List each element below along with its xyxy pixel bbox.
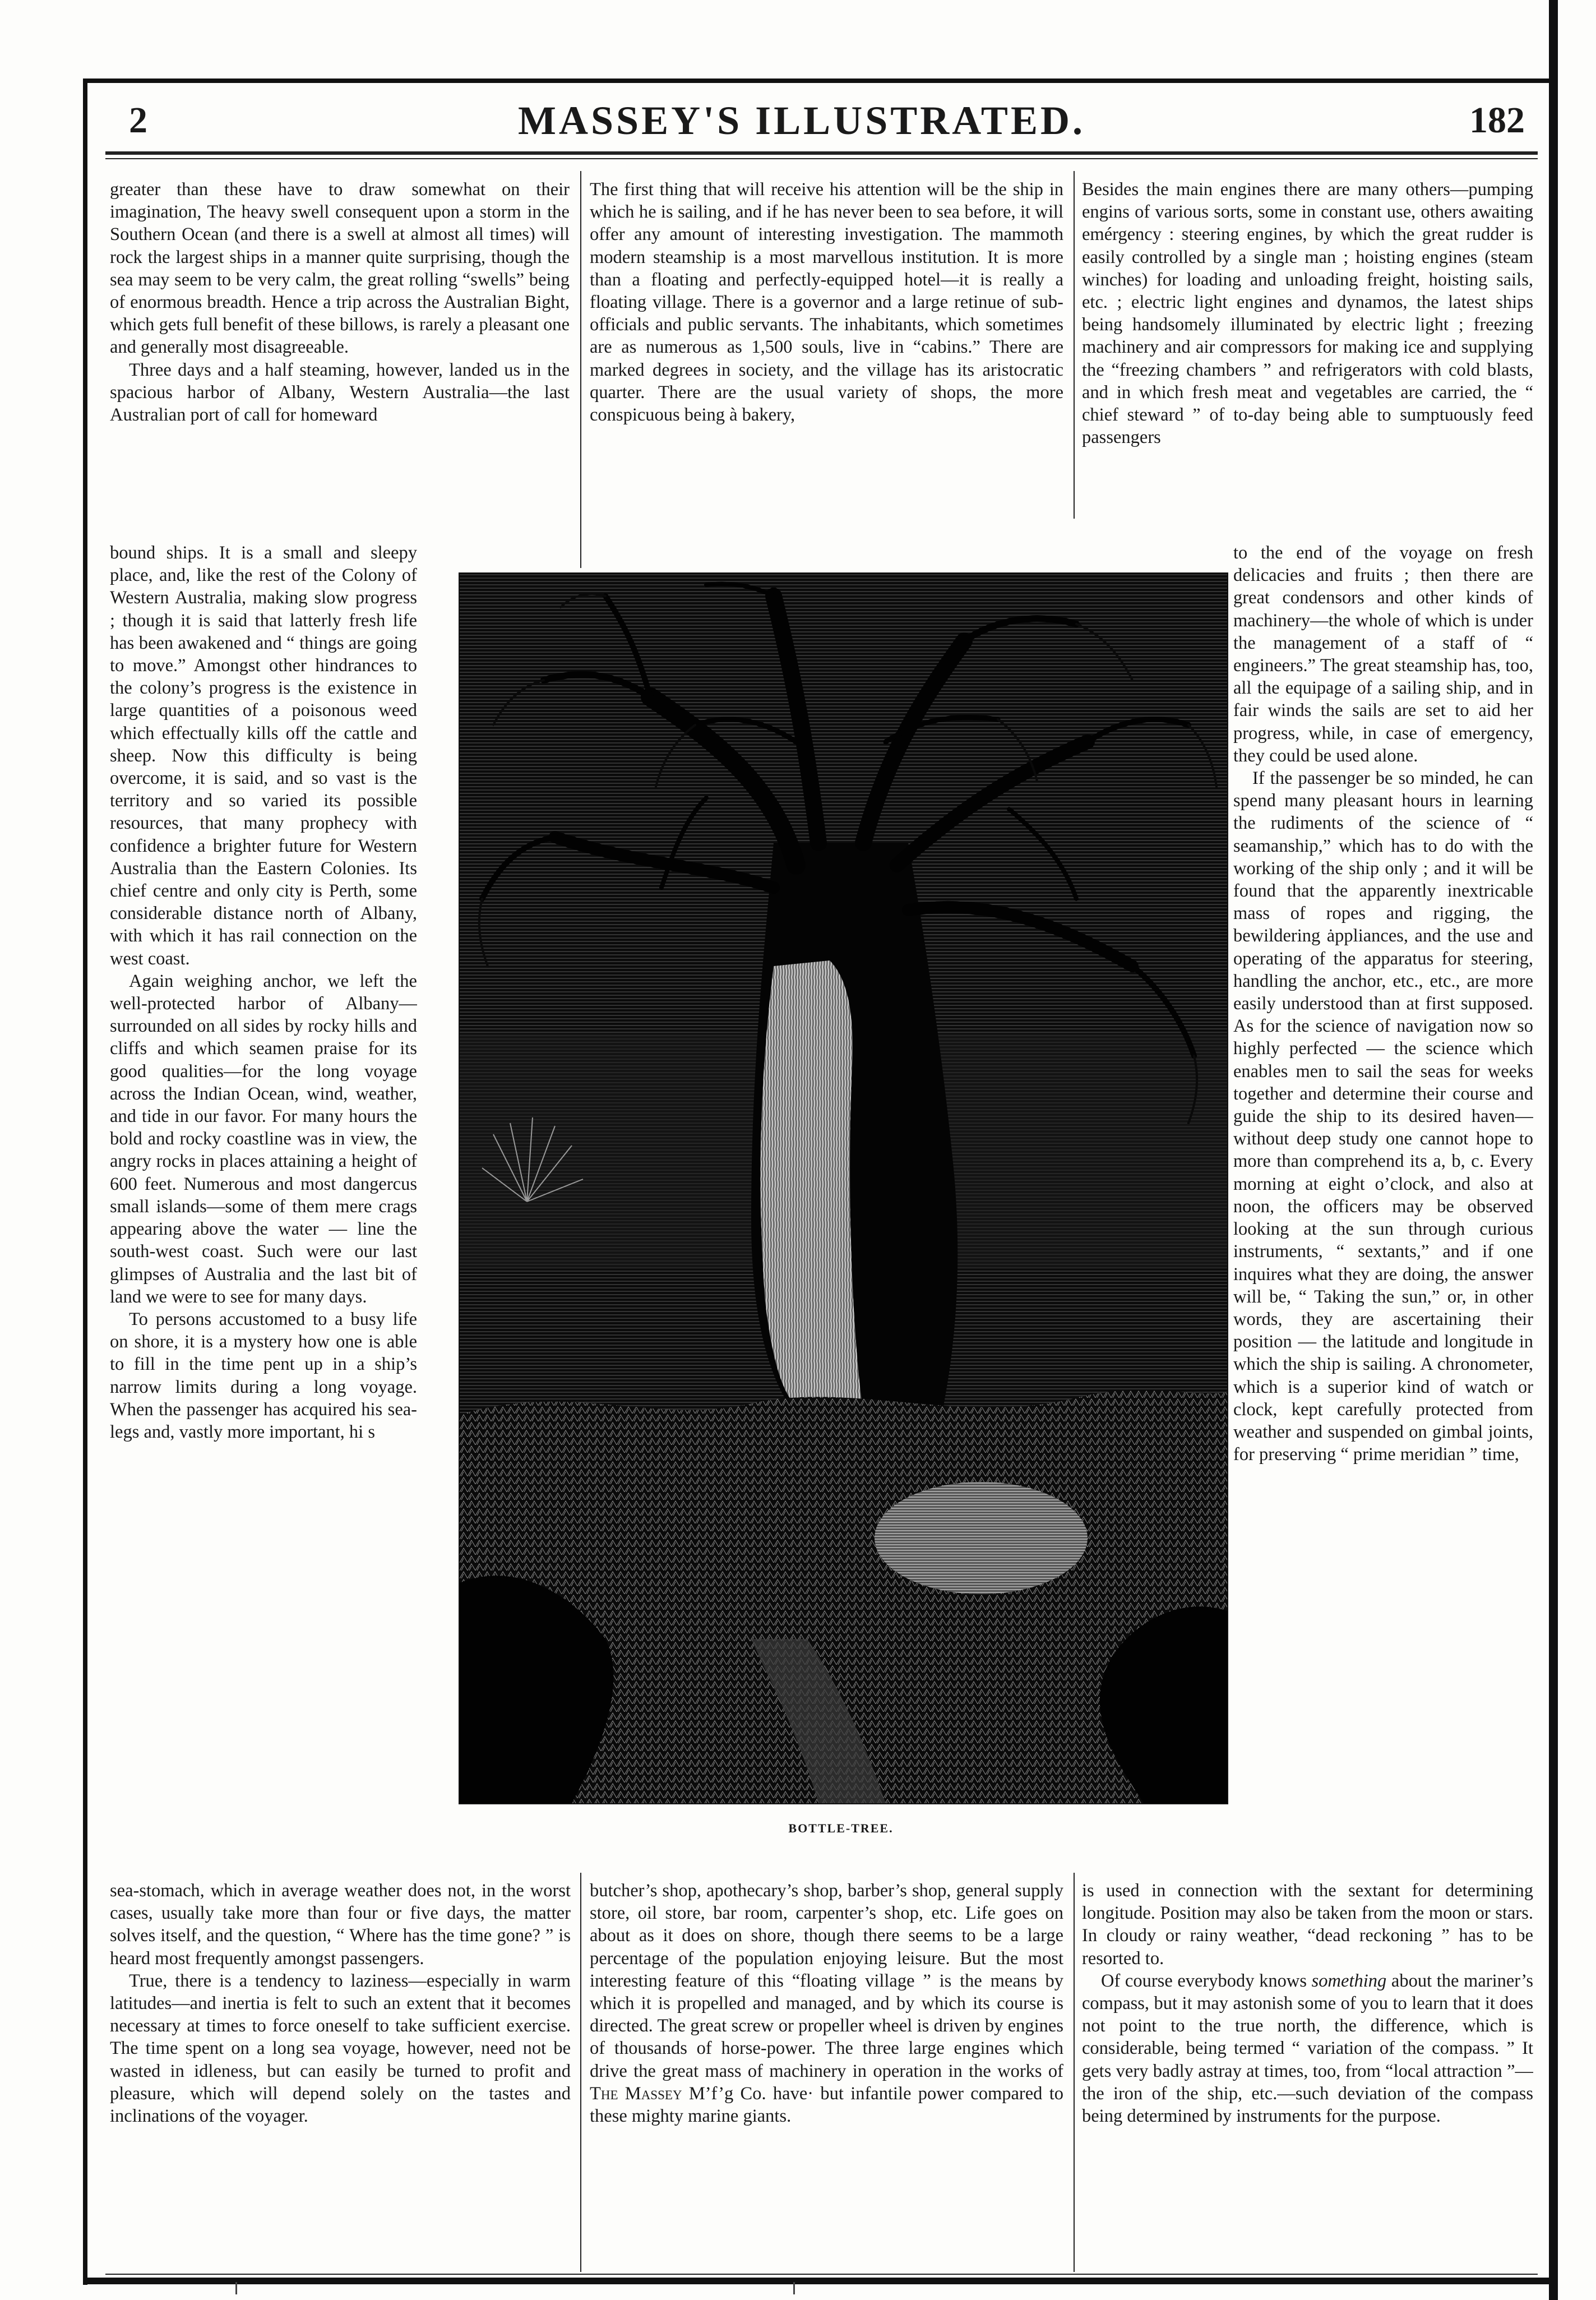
- paragraph: [590, 1879, 1063, 2127]
- column-3-narrow: [1233, 542, 1533, 1879]
- page-border-right: [1549, 0, 1558, 2300]
- header-rule-thick: [105, 151, 1538, 155]
- column-1-narrow: [110, 542, 417, 1879]
- paragraph: To persons accustomed to a busy life on shore, it is a mystery how one is able to fill in the time pent up in a ship’s narrow limits during a long voyage. When the passenger has acquired his sea-legs and, vastly more important, hi s: [110, 1309, 417, 1442]
- figure-caption: BOTTLE-TREE.: [788, 1821, 894, 1835]
- paragraph: Besides the main engines there are many others—pumping engins of various sorts, some in constant use, others awaiting emérgency : steering engines, by which the great rudder is easily controlled by a single man ; hoisting engines (steam winches) for loading and unloading freight, hoisting sails, etc. ; electric light engines and dynamos, the latest ships being handsomely illuminated by electric light ; freezing machinery and air compressors for making ice and supplying the “freezing chambers ” and refrigerators with cold blasts, and in which fresh meat and vegetables are carried, the “ chief steward ” of to-day being able to sumptuously feed passengers: [1082, 179, 1533, 448]
- paragraph: bound ships. It is a small and sleepy place, and, like the rest of the Colony of Western Australia, making slow progress ; though it is said that latterly fresh life has been awakened and “ things are going to move.” Amongst other hindrances to the colony’s progress is the existence in large quantities of a poisonous weed which effectually kills off the cattle and sheep. Now this difficulty is being overcome, it is said, and so vast is the territory and so varied its possible resources, that many prophecy with confidence a brighter future for Western Australia than the Eastern Colonies. Its chief centre and only city is Perth, some considerable distance north of Albany, with which it has rail connection on the west coast.: [110, 543, 417, 969]
- paragraph: If the passenger be so minded, he can spend many pleasant hours in learning the rudiments of the science of “ seamanship,” which has to do with the working of the ship only ; and it will be found that the apparently inextricable mass of ropes and rigging, the bewildering ȧppliances, and the use and operating of the apparatus for steering, handling the anchor, etc., etc., are more easily understood than at first supposed. As for the science of navigation now so highly perfected — the science which enables men to sail the seas for weeks together and determine their course and guide the ship to its desired haven—without deep study one cannot hope to more than comprehend its a, b, c. Every morning at eight o’clock, and also at noon, the officers may be observed looking at the sun through curious instruments, “ sextants,” and if one inquires what they are doing, the answer will be, “ Taking the sun,” or, in other words, they are ascertaining their position — the latitude and longitude in which the ship is sailing. A chronometer, which is a superior kind of watch or clock, kept carefully protected from weather and suspended on gimbal joints, for preserving “ prime meridian ” time,: [1233, 768, 1533, 1465]
- footer-rule: [105, 2274, 1538, 2275]
- bottle-tree-illustration: [460, 574, 1227, 1803]
- paragraph: to the end of the voyage on fresh delicacies and fruits ; then there are great condensors and other kinds of machinery—the whole of which is under the management of a staff of “ engineers.” The great steamship has, too, all the equipage of a sailing ship, and in fair winds the sails are set to aid her progress, while, in case of emergency, they could be used alone.: [1233, 543, 1533, 766]
- page-number: 2: [129, 100, 147, 141]
- column-divider-1: [580, 171, 581, 568]
- print-mark: [235, 2282, 237, 2294]
- column-2-bottom: [590, 1879, 1063, 2272]
- column-divider-1-lower: [580, 1873, 581, 2272]
- emphasis: something: [1311, 1970, 1387, 1991]
- paragraph: Three days and a half steaming, however, landed us in the spacious harbor of Albany, Western Australia—the last Australian port of call for homeward: [110, 359, 570, 426]
- column-3-top: [1082, 178, 1533, 543]
- column-1-bottom: [110, 1879, 571, 2272]
- column-3-bottom: [1082, 1879, 1533, 2272]
- column-1-top: [110, 178, 570, 543]
- page-border-bottom: [83, 2278, 1558, 2284]
- page-border-top: [83, 78, 1558, 83]
- header-rule-thin: [105, 158, 1538, 159]
- print-mark: [793, 2282, 795, 2294]
- company-name: The Massey: [590, 2083, 682, 2104]
- text-run: Of course everybody knows: [1101, 1970, 1307, 1991]
- text-run: M’f’g Co. have· but infantile power compared to these mighty marine giants.: [590, 2083, 1063, 2127]
- paragraph: [1082, 1970, 1533, 2127]
- paragraph: greater than these have to draw somewhat on their imagination, The heavy swell consequent upon a storm in the Southern Ocean (and there is a swell at almost all times) will rock the largest ships in a manner quite surprising, though the sea may seem to be very calm, the great rolling “swells” being of enormous breadth. Hence a trip across the Australian Bight, which gets full benefit of these billows, is rarely a pleasant one and generally most disagreeable.: [110, 179, 570, 358]
- column-divider-2: [1074, 171, 1075, 519]
- bottle-tree-engraving: [459, 572, 1228, 1804]
- page-border-left: [83, 78, 87, 2285]
- text-run: about the mariner’s compass, but it may astonish some of you to learn that it does not point to the true north, the difference, which is considerable, being termed “ variation of the compass. ” It gets very badly astray at times, too, from “local attraction ”—the iron of the ship, etc.—such deviation of the compass being determined by instruments for the purpose.: [1082, 1970, 1533, 2127]
- column-2-top: [590, 178, 1063, 543]
- masthead-title: MASSEY'S ILLUSTRATED.: [518, 98, 1085, 143]
- column-divider-2-lower: [1074, 1873, 1075, 2272]
- text-run: butcher’s shop, apothecary’s shop, barber’s shop, general supply store, oil store, bar room, carpenter’s shop, etc. Life goes on about as it does on shore, though there seems to be a large percentage of the population enjoying leisure. But the most interesting feature of this “floating village ” is the means by which it is propelled and managed, and by which its course is directed. The great screw or propeller wheel is driven by engines of thousands of horse-power. The three large engines which drive the great mass of machinery in operation in the works of: [590, 1881, 1063, 2081]
- paragraph: True, there is a tendency to laziness—especially in warm latitudes—and inertia is felt to such an extent that it becomes necessary at times to force oneself to take sufficient exercise. The time spent on a long sea voyage, however, need not be wasted in idleness, but can easily be turned to profit and pleasure, which will depend solely on the tastes and inclinations of the voyager.: [110, 1970, 571, 2127]
- paragraph: sea-stomach, which in average weather does not, in the worst cases, usually take more than four or five days, the matter solves itself, and the question, “ Where has the time gone? ” is heard most frequently amongst passengers.: [110, 1881, 571, 1969]
- issue-number: 182: [1469, 100, 1525, 141]
- paragraph: is used in connection with the sextant for determining longitude. Position may also be taken from the moon or stars. In cloudy or rainy weather, “dead reckoning ” has to be resorted to.: [1082, 1881, 1533, 1969]
- paragraph: Again weighing anchor, we left the well-protected harbor of Albany—surrounded on all sides by rocky hills and cliffs and which seamen praise for its good qualities—for the long voyage across the Indian Ocean, wind, weather, and tide in our favor. For many hours the bold and rocky coastline was in view, the angry rocks in places attaining a height of 600 feet. Numerous and most dangercus small islands—some of them mere crags appearing above the water — line the south-west coast. Such were our last glimpses of Australia and the last bit of land we were to see for many days.: [110, 971, 417, 1307]
- paragraph: The first thing that will receive his attention will be the ship in which he is sailing, and if he has never been to sea before, it will offer any amount of interesting investigation. The mammoth modern steamship is a most marvellous institution. It is more than a floating and perfectly-equipped hotel—it is really a floating village. There is a governor and a large retinue of sub-officials and public servants. The inhabitants, which sometimes are as numerous as 1,500 souls, live in “cabins.” There are marked degrees in society, and the village has its aristocratic quarter. There are the usual variety of shops, the more conspicuous being à bakery,: [590, 179, 1063, 426]
